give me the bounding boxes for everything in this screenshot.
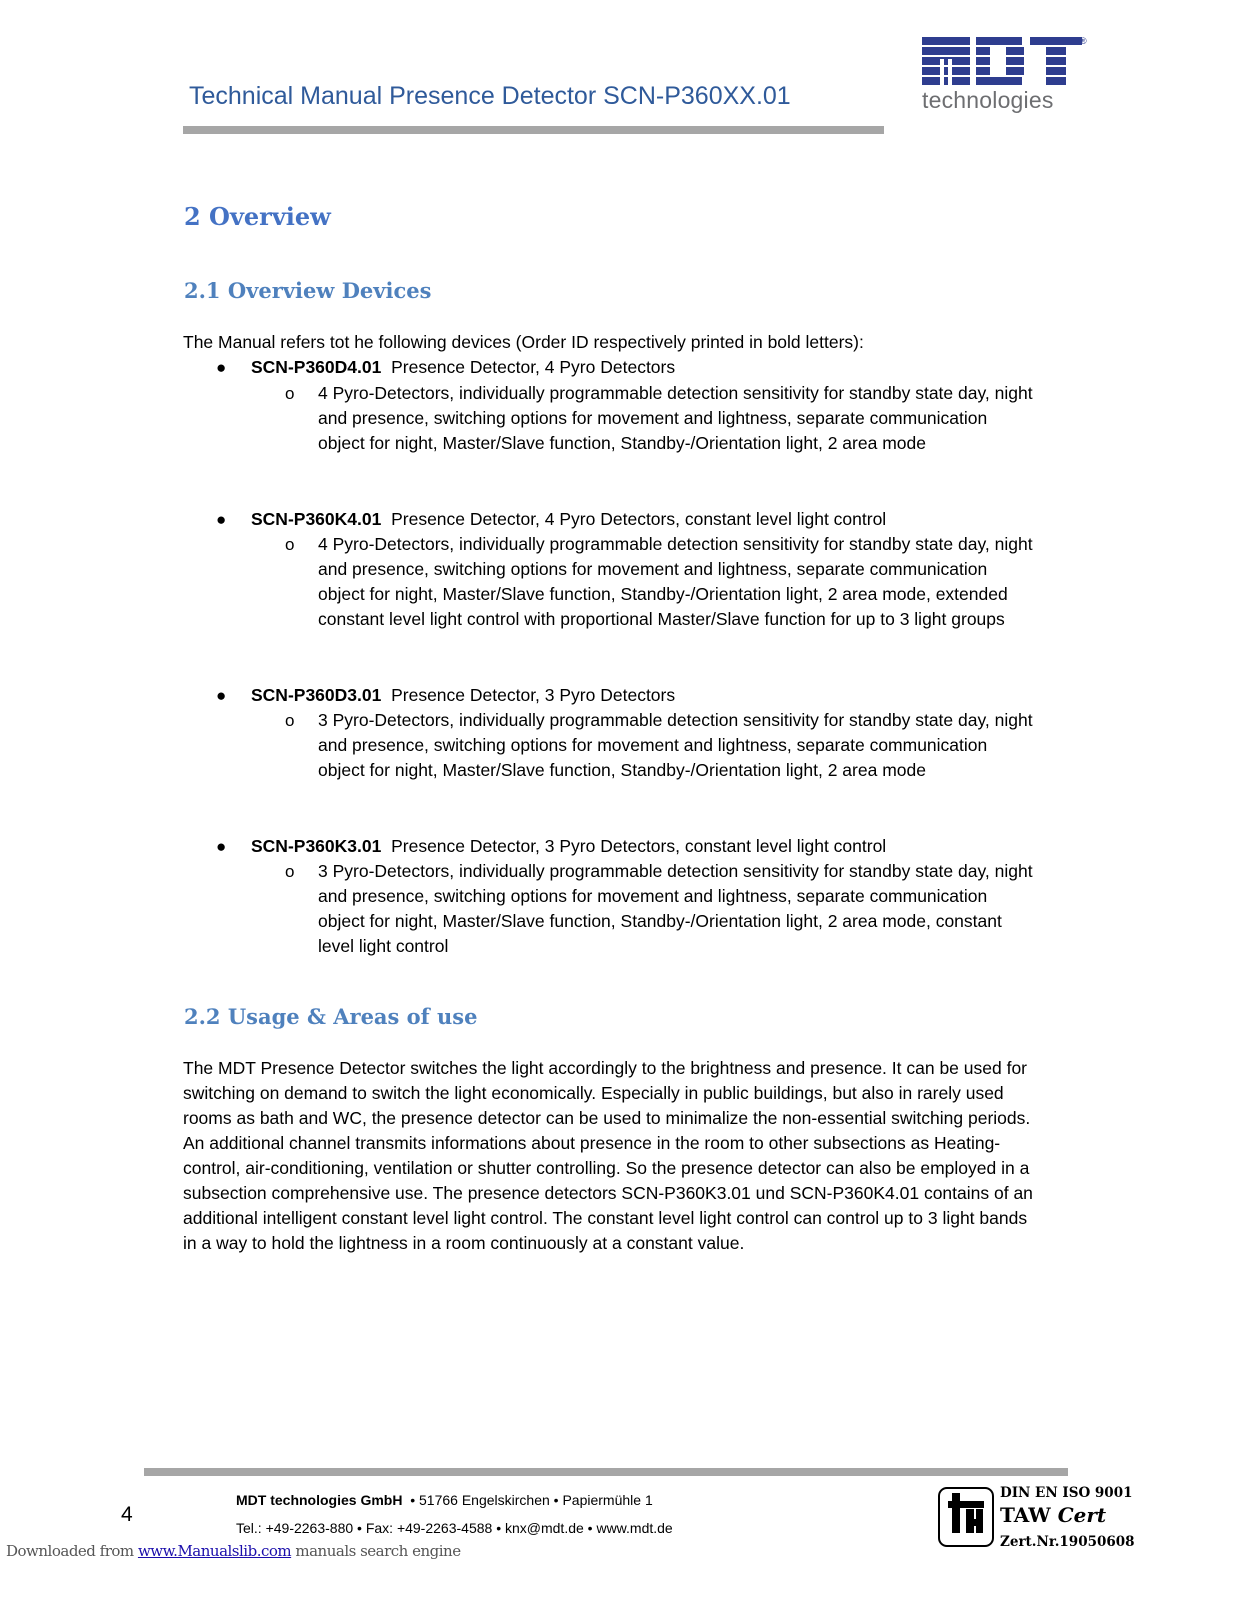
device-title: Presence Detector, 3 Pyro Detectors bbox=[391, 685, 676, 705]
device-detail: 4 Pyro-Detectors, individually programmable detection sensitivity for standby state day, night and presence, switching options for movement and lightness, separate communication object for night, Master/Slave function, Standby-/Orientation light, 2 area mode bbox=[318, 383, 1033, 453]
bullet-icon: ● bbox=[216, 358, 227, 377]
taw-logo-icon bbox=[940, 1489, 992, 1545]
footer-divider bbox=[144, 1468, 1068, 1476]
device-item bbox=[251, 355, 675, 380]
taw-cert-logo bbox=[938, 1487, 994, 1547]
sub-bullet-icon: o bbox=[285, 862, 295, 881]
cert-number: Zert.Nr.19050608 bbox=[1000, 1534, 1135, 1550]
device-code: SCN-P360K3.01 bbox=[251, 836, 382, 856]
device-item bbox=[251, 507, 886, 532]
sub-bullet-icon: o bbox=[285, 535, 295, 554]
manualslib-link[interactable]: www.Manualslib.com bbox=[137, 1542, 292, 1560]
devices-heading: 2.1 Overview Devices bbox=[184, 278, 432, 303]
registered-mark: ® bbox=[1080, 36, 1087, 46]
logo-subtitle: technologies bbox=[922, 87, 1054, 113]
document-title: Technical Manual Presence Detector SCN-P360XX.01 bbox=[189, 82, 791, 110]
device-title: Presence Detector, 4 Pyro Detectors bbox=[391, 357, 676, 377]
device-title: Presence Detector, 4 Pyro Detectors, constant level light control bbox=[391, 509, 887, 529]
device-code: SCN-P360D4.01 bbox=[251, 357, 382, 377]
footer-address bbox=[236, 1492, 653, 1508]
devices-intro: The Manual refers tot he following devices (Order ID respectively printed in bold letters): bbox=[183, 332, 864, 352]
device-detail: 4 Pyro-Detectors, individually programmable detection sensitivity for standby state day, night and presence, switching options for movement and lightness, separate communication object for night, Master/Slave function, Standby-/Orientation light, 2 area mode, extended constant level light control with proportional Master/Slave function for up to 3 light groups bbox=[318, 534, 1033, 629]
device-code: SCN-P360D3.01 bbox=[251, 685, 382, 705]
usage-paragraph: The MDT Presence Detector switches the light accordingly to the brightness and presence. It can be used for switching on demand to switch the light economically. Especially in public buildings, but also in rarely used rooms as bath and WC, the presence detector can be used to minimalize the non-essential switching periods. An additional channel transmits informations about presence in the room to other subsections as Heating-control, air-conditioning, ventilation or shutter controlling. So the presence detector can also be employed in a subsection comprehensive use. The presence detectors SCN-P360K3.01 und SCN-P360K4.01 contains of an additional intelligent constant level light control. The constant level light control can control up to 3 light bands in a way to hold the lightness in a room continuously at a constant value. bbox=[183, 1058, 1033, 1253]
section-heading: 2 Overview bbox=[184, 202, 331, 231]
sub-bullet-icon: o bbox=[285, 384, 295, 403]
download-suffix: manuals search engine bbox=[291, 1542, 461, 1560]
company-name: MDT technologies GmbH bbox=[236, 1492, 403, 1508]
company-address: • 51766 Engelskirchen • Papiermühle 1 bbox=[410, 1492, 653, 1508]
device-title: Presence Detector, 3 Pyro Detectors, constant level light control bbox=[391, 836, 887, 856]
bullet-icon: ● bbox=[216, 686, 227, 705]
bullet-icon: ● bbox=[216, 510, 227, 529]
cert-standard: DIN EN ISO 9001 bbox=[1000, 1485, 1133, 1501]
cert-brand bbox=[1000, 1503, 1106, 1527]
footer-contact: Tel.: +49-2263-880 • Fax: +49-2263-4588 • knx@mdt.de • www.mdt.de bbox=[236, 1520, 673, 1536]
download-prefix: Downloaded from bbox=[6, 1542, 134, 1560]
cert-brand-cert: Cert bbox=[1057, 1503, 1107, 1527]
download-note bbox=[6, 1542, 461, 1560]
usage-heading: 2.2 Usage & Areas of use bbox=[184, 1004, 478, 1029]
bullet-icon: ● bbox=[216, 837, 227, 856]
page-number: 4 bbox=[121, 1503, 133, 1526]
device-item bbox=[251, 683, 675, 708]
header-divider bbox=[183, 126, 884, 134]
sub-bullet-icon: o bbox=[285, 711, 295, 730]
cert-brand-taw: TAW bbox=[1000, 1503, 1051, 1527]
device-detail: 3 Pyro-Detectors, individually programmable detection sensitivity for standby state day, night and presence, switching options for movement and lightness, separate communication object for night, Master/Slave function, Standby-/Orientation light, 2 area mode bbox=[318, 710, 1033, 780]
device-detail: 3 Pyro-Detectors, individually programmable detection sensitivity for standby state day, night and presence, switching options for movement and lightness, separate communication object for night, Master/Slave function, Standby-/Orientation light, 2 area mode, constant level light control bbox=[318, 861, 1033, 956]
device-code: SCN-P360K4.01 bbox=[251, 509, 382, 529]
device-item bbox=[251, 834, 886, 859]
